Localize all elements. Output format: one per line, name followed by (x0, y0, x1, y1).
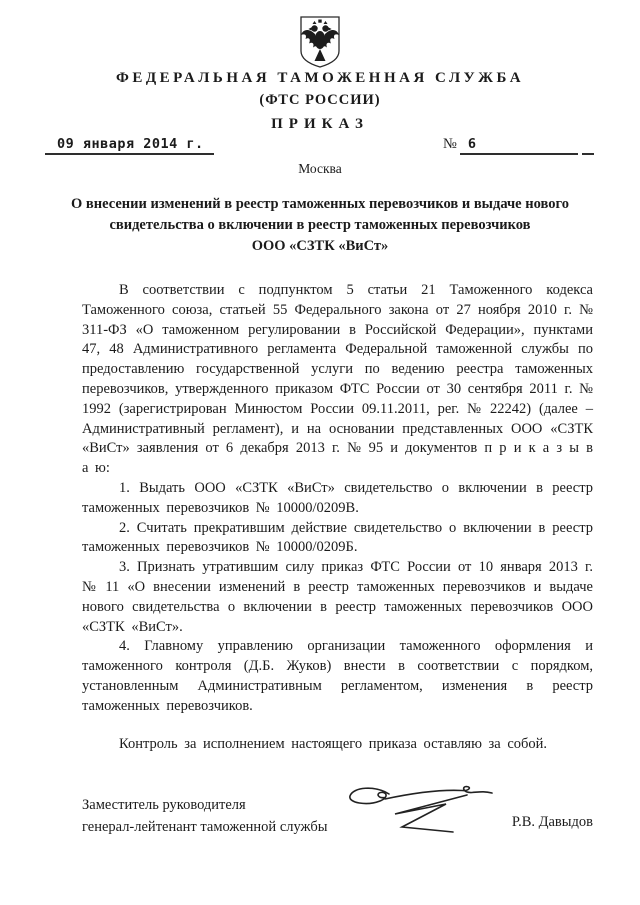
number-sign: № (443, 136, 457, 152)
subject-line-3: ООО «СЗТК «ВиСт» (251, 238, 389, 254)
signer-position-line-1: Заместитель руководителя (82, 797, 246, 814)
order-number-group (443, 136, 578, 155)
order-subject (40, 194, 600, 257)
date-and-number-row (0, 136, 640, 159)
document-type-heading: ПРИКАЗ (271, 116, 369, 132)
subject-line-2: свидетельства о включении в реестр таможенных перевозчиков (109, 217, 531, 233)
issue-city: Москва (298, 161, 342, 176)
order-item-2: 2. Считать прекратившим действие свидетельство о включении в реестр таможенных перевозчиков № 10000/0209Б. (82, 519, 593, 556)
control-clause: Контроль за исполнением настоящего приказа оставляю за собой. (119, 735, 548, 752)
agency-name: ФЕДЕРАЛЬНАЯ ТАМОЖЕННАЯ СЛУЖБА (115, 70, 525, 86)
subject-line-1: О внесении изменений в реестр таможенных перевозчиков и выдаче нового (71, 196, 569, 212)
order-item-3: 3. Признать утратившим силу приказ ФТС России от 10 января 2013 г. № 11 «О внесении изменений в реестр таможенных перевозчиков и выдаче нового свидетельства о включении в реестр таможенных перевозчиков ООО «СЗТК «ВиСт». (82, 559, 593, 635)
signature-block (82, 794, 593, 879)
order-number: 6 (460, 136, 578, 155)
order-item-4: 4. Главному управлению организации таможенного оформления и таможенного контроля (Д.Б. Жуков) внести в соответствии с порядком, установленным Административным регламентом, изменения в реестр таможенных перевозчиков. (82, 638, 593, 714)
order-date: 09 января 2014 г. (45, 136, 214, 155)
order-preamble: В соответствии с подпунктом 5 статьи 21 Таможенного кодекса Таможенного союза, статьей 55 Федерального закона от 27 ноября 2010 г. № 311-ФЗ «О таможенном регулировании в Российской Федерации», пунктами 47, 48 Административного регламента Федеральной таможенной службы по предоставлению государственной услуги по ведению реестра таможенных перевозчиков, утвержденного приказом ФТС России от 30 сентября 2011 г. № 1992 (зарегистрирован Минюстом России 09.11.2011, рег. № 22242) (далее – Административный регламент), и на основании представленных ООО «СЗТК «ВиСт» заявления от 6 декабря 2013 г. № 95 и документов п р и к а з ы в а ю: (82, 282, 593, 477)
agency-short-name: (ФТС РОССИИ) (259, 92, 381, 108)
signature-scribble (345, 784, 495, 839)
russia-coat-of-arms-icon (297, 16, 343, 68)
signer-name: Р.В. Давыдов (511, 814, 593, 831)
order-body (82, 281, 593, 754)
number-line-end-dash (582, 153, 594, 155)
signer-position-line-2: генерал-лейтенант таможенной службы (82, 819, 328, 836)
order-item-1: 1. Выдать ООО «СЗТК «ВиСт» свидетельство о включении в реестр таможенных перевозчиков № 10000/0209В. (82, 479, 593, 516)
